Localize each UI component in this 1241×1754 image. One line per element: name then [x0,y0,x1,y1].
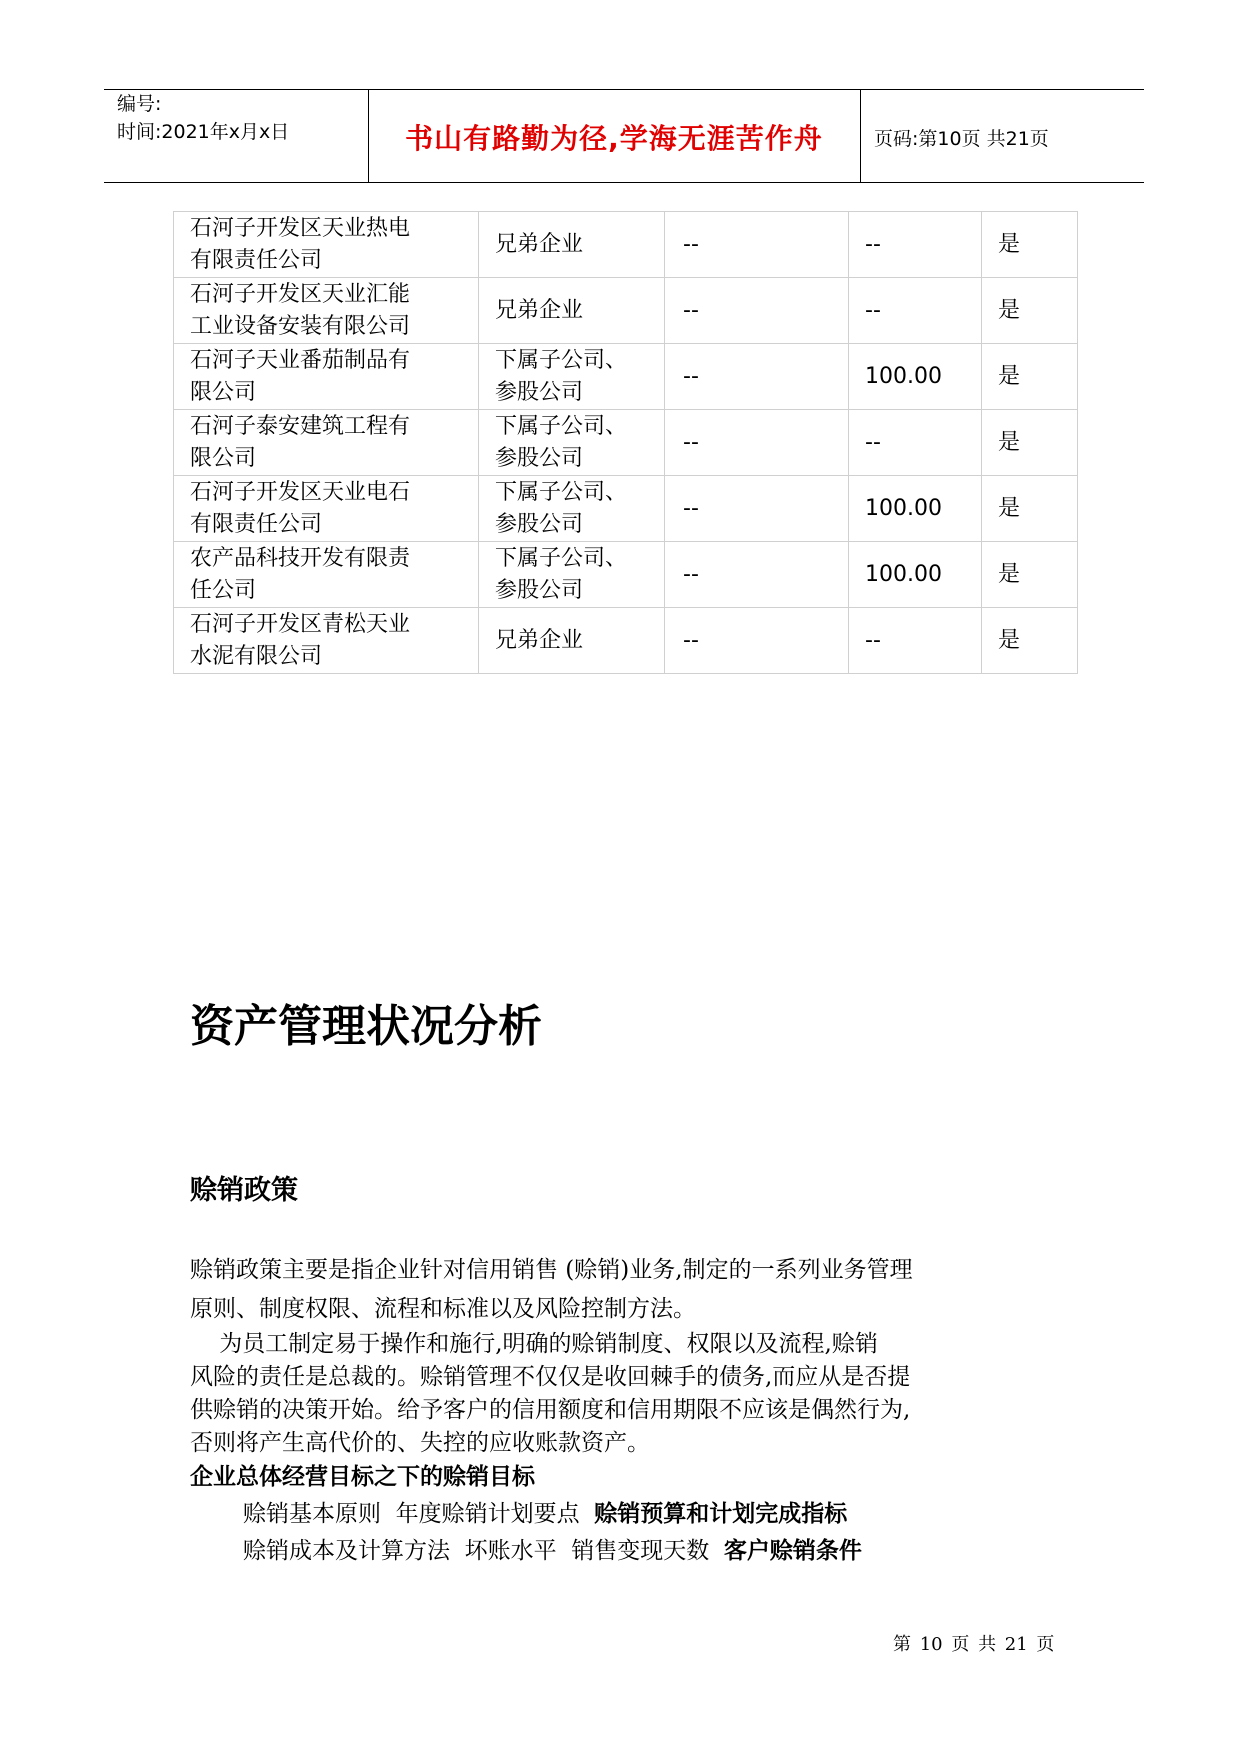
header-time: 时间:2021年x月x日 [117,121,290,143]
header-bottom-rule [104,182,1144,183]
table-row [174,410,1078,476]
cell-text: 参股公司 [495,577,584,603]
goal-items-line-1 [243,1495,847,1528]
cell-text: -- [865,627,881,653]
value-cell [849,608,982,674]
cell-text: -- [865,231,881,257]
company-name-cell [174,542,479,608]
flag-cell [982,212,1078,278]
cell-text: 石河子开发区天业电石 [190,479,411,505]
paragraph-line: 为员工制定易于操作和施行,明确的赊销制度、权限以及流程,赊销 [190,1331,878,1357]
value-cell [849,344,982,410]
cell-text: -- [683,429,699,455]
flag-cell [982,608,1078,674]
related-companies-table [173,211,1078,674]
cell-text: 下属子公司、 [495,479,628,505]
cell-text: -- [865,297,881,323]
cell-text: 是 [998,429,1021,455]
company-name-cell [174,476,479,542]
cell-text: 石河子开发区青松天业 [190,611,411,637]
cell-text: 是 [998,495,1021,521]
cell-text: 是 [998,231,1021,257]
cell-text: 石河子开发区天业汇能 [190,281,411,307]
cell-text: 100.00 [865,363,942,389]
goal-items-line-2 [243,1532,862,1565]
table-row [174,278,1078,344]
value-cell [665,278,849,344]
flag-cell [982,344,1078,410]
relation-cell [479,344,665,410]
cell-text: 有限责任公司 [190,511,323,537]
company-name-cell [174,278,479,344]
cell-text: 任公司 [190,577,257,603]
cell-text: 下属子公司、 [495,545,628,571]
table-row [174,344,1078,410]
paragraph-line: 原则、制度权限、流程和标准以及风险控制方法。 [190,1296,696,1322]
goal-item: 年度赊销计划要点 [395,1501,580,1527]
value-cell [665,608,849,674]
company-name-cell [174,608,479,674]
table-row [174,212,1078,278]
value-cell [849,410,982,476]
cell-text: 是 [998,627,1021,653]
paragraph-line: 否则将产生高代价的、失控的应收账款资产。 [190,1430,650,1456]
value-cell [665,344,849,410]
value-cell [849,476,982,542]
table-row [174,608,1078,674]
cell-text: -- [683,627,699,653]
cell-text: 兄弟企业 [495,231,584,257]
value-cell [665,410,849,476]
company-name-cell [174,344,479,410]
value-cell [665,212,849,278]
flag-cell [982,278,1078,344]
relation-cell [479,410,665,476]
cell-text: 下属子公司、 [495,347,628,373]
goal-heading: 企业总体经营目标之下的赊销目标 [190,1464,535,1490]
table-row [174,542,1078,608]
cell-text: 工业设备安装有限公司 [190,313,411,339]
value-cell [849,212,982,278]
cell-text: 参股公司 [495,379,584,405]
relation-cell [479,278,665,344]
value-cell [849,542,982,608]
flag-cell [982,410,1078,476]
cell-text: 是 [998,561,1021,587]
goal-item: 赊销成本及计算方法 [243,1538,450,1564]
cell-text: 石河子天业番茄制品有 [190,347,411,373]
cell-text: 兄弟企业 [495,297,584,323]
cell-text: 100.00 [865,495,942,521]
cell-text: 是 [998,297,1021,323]
table-body [174,212,1078,674]
cell-text: 石河子泰安建筑工程有 [190,413,411,439]
cell-text: 100.00 [865,561,942,587]
company-name-cell [174,212,479,278]
relation-cell [479,608,665,674]
value-cell [665,542,849,608]
cell-text: 有限责任公司 [190,247,323,273]
header-divider-right [860,89,861,183]
flag-cell [982,476,1078,542]
cell-text: 限公司 [190,445,257,471]
goal-item: 销售变现天数 [571,1538,710,1564]
value-cell [665,476,849,542]
cell-text: -- [683,297,699,323]
cell-text: -- [683,363,699,389]
paragraph-line: 风险的责任是总裁的。赊销管理不仅仅是收回棘手的债务,而应从是否提 [190,1364,911,1390]
goal-item: 赊销基本原则 [243,1501,381,1527]
header-motto: 书山有路勤为径,学海无涯苦作舟 [405,122,823,155]
cell-text: -- [683,495,699,521]
header-number: 编号: [117,93,162,115]
header-page-number: 页码:第10页 共21页 [874,128,1049,150]
cell-text: 限公司 [190,379,257,405]
cell-text: -- [865,429,881,455]
goal-item: 坏账水平 [464,1538,557,1564]
table-row [174,476,1078,542]
cell-text: 是 [998,363,1021,389]
goal-item-emphasis: 赊销预算和计划完成指标 [594,1501,848,1527]
cell-text: 水泥有限公司 [190,643,323,669]
value-cell [849,278,982,344]
paragraph-line: 赊销政策主要是指企业针对信用销售 (赊销)业务,制定的一系列业务管理 [190,1257,913,1283]
flag-cell [982,542,1078,608]
cell-text: 参股公司 [495,511,584,537]
cell-text: 兄弟企业 [495,627,584,653]
section-title: 资产管理状况分析 [190,1001,542,1052]
cell-text: 参股公司 [495,445,584,471]
cell-text: 下属子公司、 [495,413,628,439]
relation-cell [479,212,665,278]
cell-text: 农产品科技开发有限责 [190,545,411,571]
company-name-cell [174,410,479,476]
relation-cell [479,542,665,608]
header-meta [117,90,289,146]
cell-text: -- [683,231,699,257]
goal-item-emphasis: 客户赊销条件 [723,1538,862,1564]
cell-text: 石河子开发区天业热电 [190,215,411,241]
relation-cell [479,476,665,542]
cell-text: -- [683,561,699,587]
paragraph-line: 供赊销的决策开始。给予客户的信用额度和信用期限不应该是偶然行为, [190,1397,911,1423]
subsection-title: 赊销政策 [190,1175,298,1206]
page-footer: 第 10 页 共 21 页 [893,1634,1055,1655]
